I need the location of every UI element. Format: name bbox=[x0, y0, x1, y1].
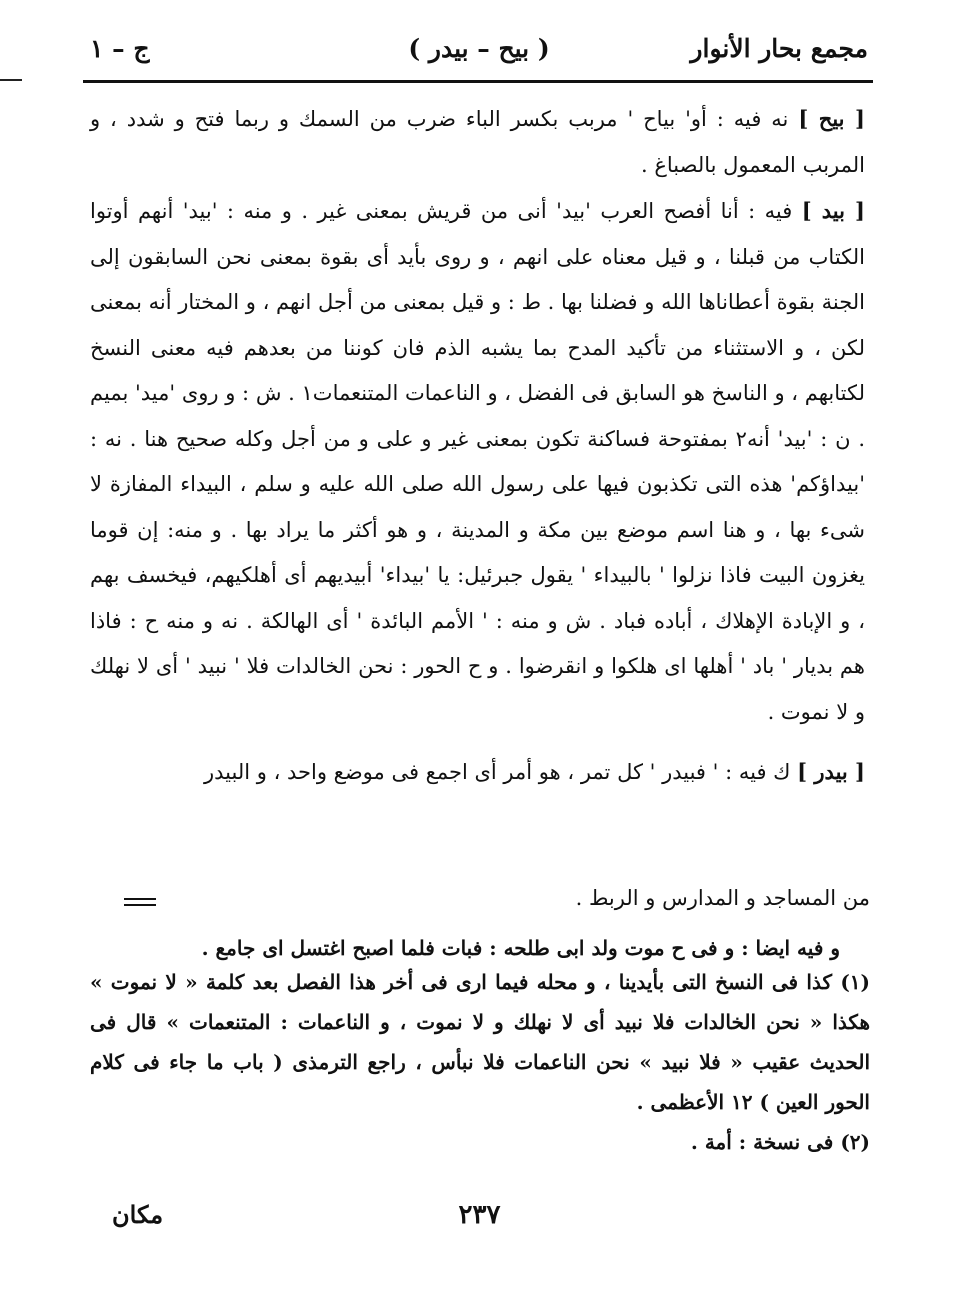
section-range: ( بيح – بيدر ) bbox=[408, 34, 550, 63]
catchword: مكان bbox=[112, 1200, 164, 1229]
entry-baidar bbox=[90, 749, 865, 796]
page-number: ٢٣٧ bbox=[458, 1200, 501, 1230]
entry-text: ك فيه : ' فبيدر ' كل تمر ، هو أمر أى اجمع فى موضع واحد ، و البيدر bbox=[204, 760, 791, 784]
footnote-2: (٢) فى نسخة : أمة . bbox=[690, 1130, 870, 1154]
headword: [ بيدر ] bbox=[797, 759, 865, 784]
entry-text: نه فيه : أو' بياح ' مربب بكسر الباء ضرب من السمك و ربما فتح و شدد ، و المربب المعمول بالصباغ . bbox=[90, 107, 865, 177]
footnotes bbox=[90, 962, 870, 1162]
entry-baid bbox=[90, 188, 865, 735]
headword: [ بيح ] bbox=[798, 106, 865, 131]
footnote-1: (١) كذا فى النسخ التى بأيدينا ، و محله فيما ارى فى أخر هذا الفصل بعد كلمة « لا نموت » هكذا « نحن الخالدات فلا نبيد أى لا نهلك و لا نموت ، و الناعمات : المتنعمات » قال فى الحديث عقيب « فلا نبيد » نحن الناعمات فلا نبأس ، راجع الترمذى ( باب ما جاء فى كلام الحور العين ) ١٢ الأعظمى . bbox=[90, 970, 870, 1114]
running-header bbox=[90, 30, 868, 72]
header-rule bbox=[83, 80, 873, 83]
continuation-mark bbox=[124, 898, 156, 906]
entry-text: فيه : أنا أفصح العرب 'بيد' أنى من قريش بمعنى غير . و منه : 'بيد' أنهم أوتوا الكتاب من قبلنا ، و قيل معناه على انهم ، و روى بأيد أى بقوة بمعنى نحن السابقون إلى الجنة بقوة أعطاناها الله و فضلنا بها . ط : و قيل بمعنى من أجل انهم ، و المختار أنه بمعنى لكن ، و الاستثناء من تأكيد المدح بما يشبه الذم فان كوننا من بعدهم فيه معنى النسخ لكتابهم ، و الناسخ هو السابق فى الفضل ، و الناعمات المتنعمات١ . ش : و روى 'ميد' بميم . ن : 'بيد' أنه٢ بمفتوحة فساكنة تكون بمعنى غير و على و من أجل وكله صحيح هنا . نه : 'بيداؤكم' هذه التى تكذبون فيها على رسول الله صلى الله عليه و سلم ، البيداء المفازة لا شىء بها ، و هنا اسم موضع بين مكة و المدينة ، و هو أكثر ما يراد بها . و منه: إن قوما يغزون البيت فاذا نزلوا ' بالبيداء ' يقول جبرئيل: يا 'بيداء' أبيديهم أى أهلكيهم، فيخسف بهم ، و الإبادة الإهلاك ، أباده فباد . ش و منه : ' الأمم البائدة ' أى الهالكة . نه و منه ح : فاذا هم بديار ' باد ' أهلها اى هلكوا و انقرضوا . و ح الحور : نحن الخالدات فلا ' نبيد ' أى لا نهلك و لا نموت . bbox=[90, 199, 865, 724]
headword: [ بيد ] bbox=[801, 198, 865, 223]
volume-label: ج – ١ bbox=[90, 34, 150, 63]
continuation-line: من المساجد و المدارس و الربط . bbox=[575, 886, 870, 910]
book-title: مجمع بحار الأنوار bbox=[690, 34, 868, 63]
entry-baih bbox=[90, 96, 865, 188]
main-text bbox=[90, 96, 865, 796]
side-note: و فيه ايضا : و فى ح موت ولد ابى طلحه : فبات فلما اصبح اغتسل اى جامع . bbox=[201, 936, 840, 960]
margin-tick bbox=[0, 79, 22, 81]
